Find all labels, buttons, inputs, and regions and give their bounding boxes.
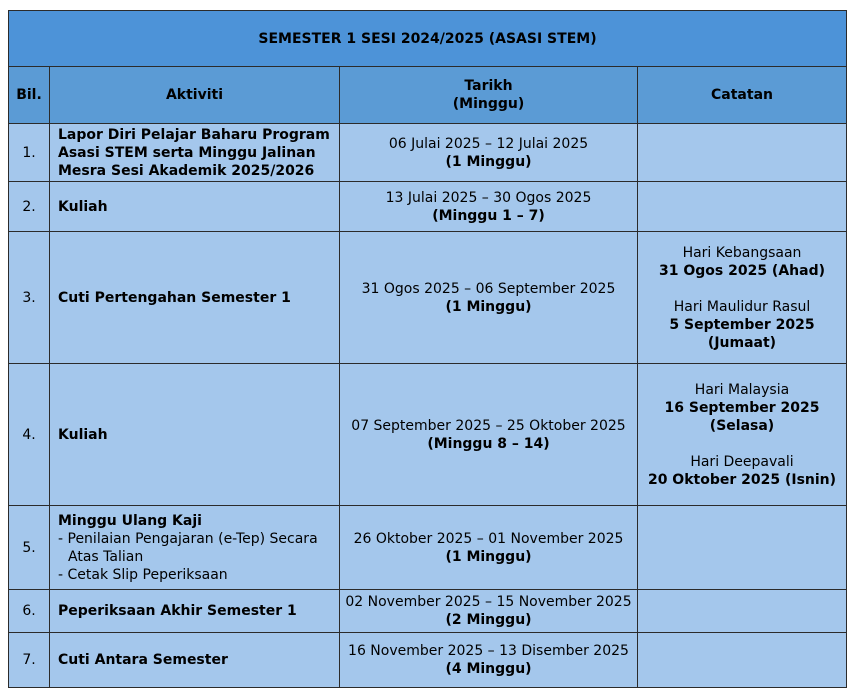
date-range: 07 September 2025 – 25 Oktober 2025	[351, 417, 626, 434]
note-cell	[638, 633, 847, 688]
spacer	[638, 280, 846, 298]
activity-line: Mesra Sesi Akademik 2025/2026	[58, 162, 315, 179]
row-number: 6.	[9, 590, 50, 633]
holiday-date: 20 Oktober 2025 (Isnin)	[647, 471, 837, 488]
table-row	[9, 506, 847, 590]
activity-line: Cuti Antara Semester	[58, 652, 228, 668]
holiday-name: Hari Kebangsaan	[682, 244, 802, 261]
activity-line: Kuliah	[58, 426, 108, 443]
holiday-name: Hari Malaysia	[694, 381, 790, 398]
note-cell	[638, 590, 847, 633]
date-range: 31 Ogos 2025 – 06 September 2025	[361, 280, 616, 297]
table-row	[9, 364, 847, 506]
activity-cell	[50, 506, 340, 590]
holiday-day: (Jumaat)	[707, 334, 777, 351]
table-row	[9, 590, 847, 633]
date-range: 26 Oktober 2025 – 01 November 2025	[353, 530, 624, 547]
date-cell	[340, 590, 638, 633]
activity-subitem: - Penilaian Pengajaran (e-Tep) Secara Atas Talian	[58, 530, 318, 565]
row-number: 3.	[9, 232, 50, 364]
header-tarikh	[340, 67, 638, 124]
activity-cell	[50, 232, 340, 364]
activity-line: Asasi STEM serta Minggu Jalinan	[58, 144, 316, 161]
activity-line: Cuti Pertengahan Semester 1	[58, 289, 291, 306]
date-cell	[340, 182, 638, 232]
activity-cell	[50, 182, 340, 232]
table-row	[9, 633, 847, 688]
holiday-name: Hari Deepavali	[690, 453, 794, 470]
week-count: (Minggu 8 – 14)	[427, 435, 550, 452]
date-range: 13 Julai 2025 – 30 Ogos 2025	[385, 189, 592, 206]
holiday-name: Hari Maulidur Rasul	[673, 298, 811, 315]
week-count: (1 Minggu)	[445, 153, 532, 170]
week-count: (4 Minggu)	[445, 661, 532, 677]
holiday-day: (Selasa)	[709, 417, 775, 434]
semester-table	[8, 10, 847, 688]
header-bil: Bil.	[9, 67, 50, 124]
date-range: 02 November 2025 – 15 November 2025	[345, 594, 632, 610]
date-cell	[340, 232, 638, 364]
header-aktiviti: Aktiviti	[50, 67, 340, 124]
activity-subitem: - Cetak Slip Peperiksaan	[58, 566, 228, 583]
week-count: (1 Minggu)	[445, 298, 532, 315]
table-row	[9, 232, 847, 364]
week-count: (1 Minggu)	[445, 548, 532, 565]
activity-line: Lapor Diri Pelajar Baharu Program	[58, 126, 330, 143]
note-cell	[638, 182, 847, 232]
week-count: (2 Minggu)	[445, 612, 532, 628]
activity-cell	[50, 590, 340, 633]
note-cell	[638, 364, 847, 506]
date-range: 16 November 2025 – 13 Disember 2025	[348, 643, 629, 659]
holiday-date: 31 Ogos 2025 (Ahad)	[658, 262, 825, 279]
table-row	[9, 182, 847, 232]
date-cell	[340, 633, 638, 688]
note-cell	[638, 506, 847, 590]
activity-cell	[50, 633, 340, 688]
activity-line: Peperiksaan Akhir Semester 1	[58, 603, 297, 619]
header-minggu-label: (Minggu)	[452, 96, 525, 112]
date-cell	[340, 364, 638, 506]
date-range: 06 Julai 2025 – 12 Julai 2025	[388, 135, 589, 152]
holiday-date: 16 September 2025	[664, 399, 820, 416]
table-title: SEMESTER 1 SESI 2024/2025 (ASASI STEM)	[9, 11, 847, 67]
note-cell	[638, 124, 847, 182]
holiday-date: 5 September 2025	[669, 316, 815, 333]
date-cell	[340, 124, 638, 182]
week-count: (Minggu 1 – 7)	[432, 207, 545, 224]
row-number: 1.	[9, 124, 50, 182]
activity-title: Minggu Ulang Kaji	[58, 512, 202, 529]
row-number: 2.	[9, 182, 50, 232]
row-number: 5.	[9, 506, 50, 590]
activity-cell	[50, 364, 340, 506]
table-row	[9, 124, 847, 182]
row-number: 4.	[9, 364, 50, 506]
row-number: 7.	[9, 633, 50, 688]
header-catatan: Catatan	[638, 67, 847, 124]
date-cell	[340, 506, 638, 590]
header-tarikh-label: Tarikh	[464, 78, 513, 94]
spacer	[638, 435, 846, 453]
activity-cell	[50, 124, 340, 182]
activity-line: Kuliah	[58, 198, 108, 215]
note-cell	[638, 232, 847, 364]
